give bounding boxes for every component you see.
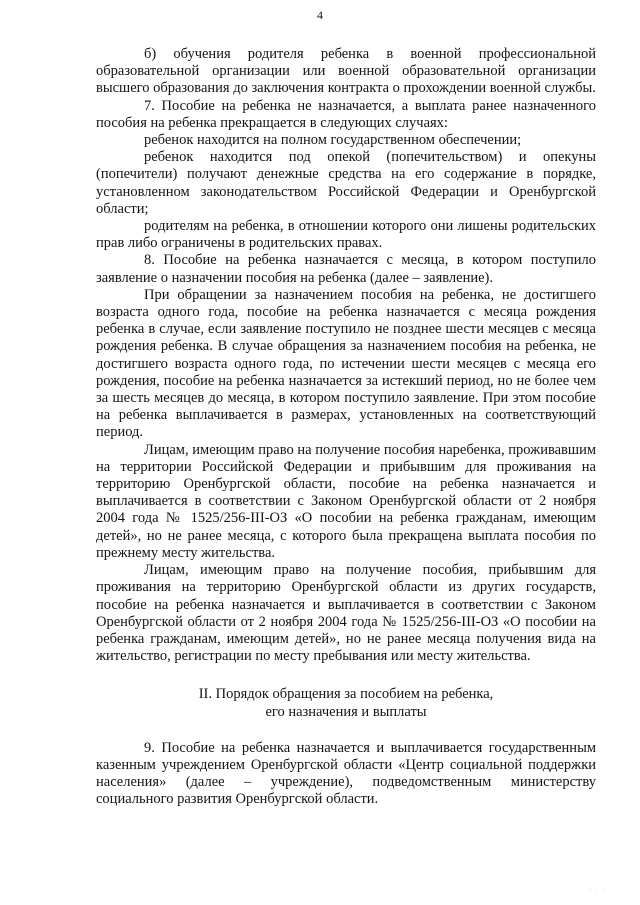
paragraph-7-case-2: ребенок находится под опекой (попечительством) и опекуны (попечители) получают денежные средства на его содержание в порядке, установленном законодательством Российской Федерации и Оренбургской области; — [96, 149, 596, 217]
paragraph-7-case-1: ребенок находится на полном государственном обеспечении; — [144, 132, 522, 149]
paragraph-8-relocated-foreign: Лицам, имеющим право на получение пособия, прибывшим для проживания на территорию Оренбургской области из других государств, пособие на ребенка назначается и выплачивается в соответствии с Законом Оренбургской области от 2 ноября 2004 года № 1525/256-III-ОЗ «О пособии на ребенка гражданам, имеющим детей», но не ранее месяца получения вида на жительство, регистрации по месту пребывания или месту жительства. — [96, 562, 596, 665]
paragraph-7-case-3: родителям на ребенка, в отношении которого они лишены родительских прав либо ограничены в родительских правах. — [96, 218, 596, 252]
section-heading-line-1: II. Порядок обращения за пособием на ребенка, — [198, 686, 494, 703]
scan-artifact: · · · — [589, 886, 606, 895]
page-number: 4 — [317, 8, 323, 22]
paragraph-7: 7. Пособие на ребенка не назначается, а выплата ранее назначенного пособия на ребенка прекращается в следующих случаях: — [96, 97, 596, 131]
section-heading — [96, 686, 596, 720]
paragraph-8: 8. Пособие на ребенка назначается с месяца, в котором поступило заявление о назначении пособия на ребенка (далее – заявление). — [96, 252, 596, 286]
paragraph-8-infant: При обращении за назначением пособия на ребенка, не достигшего возраста одного года, пособие на ребенка назначается с месяца рождения ребенка в случае, если заявление поступило не позднее шести месяцев с месяца рождения ребенка. В случае обращения за назначением пособия на ребенка, не достигшего возраста одного года, по истечении шести месяцев с месяца его рождения, пособие на ребенка назначается за истекший период, но не более чем за шесть месяцев до месяца, в котором поступило заявление. При этом пособие на ребенка выплачивается в размерах, установленных на соответствующий период. — [96, 286, 596, 441]
paragraph-8-relocated-domestic: Лицам, имеющим право на получение пособия наребенка, проживавшим на территории Российской Федерации и прибывшим для проживания на территорию Оренбургской области, пособие на ребенка назначается и выплачивается в соответствии с Законом Оренбургской области от 2 ноября 2004 года № 1525/256-III-ОЗ «О пособии на ребенка гражданам, имеющим детей», но не ранее месяца, с которого была прекращена выплата пособия по прежнему месту жительства. — [96, 441, 596, 561]
section-heading-line-2: его назначения и выплаты — [265, 703, 427, 720]
paragraph-9: 9. Пособие на ребенка назначается и выплачивается государственным казенным учреждением Оренбургской области «Центр социальной поддержки населения» (далее – учреждение), подведомственным министерству социального развития Оренбургской области. — [96, 739, 596, 808]
paragraph-6b: б) обучения родителя ребенка в военной профессиональной образовательной организации или военной образовательной организации высшего образования до заключения контракта о прохождении военной службы. — [96, 46, 596, 97]
document-body — [96, 46, 596, 809]
